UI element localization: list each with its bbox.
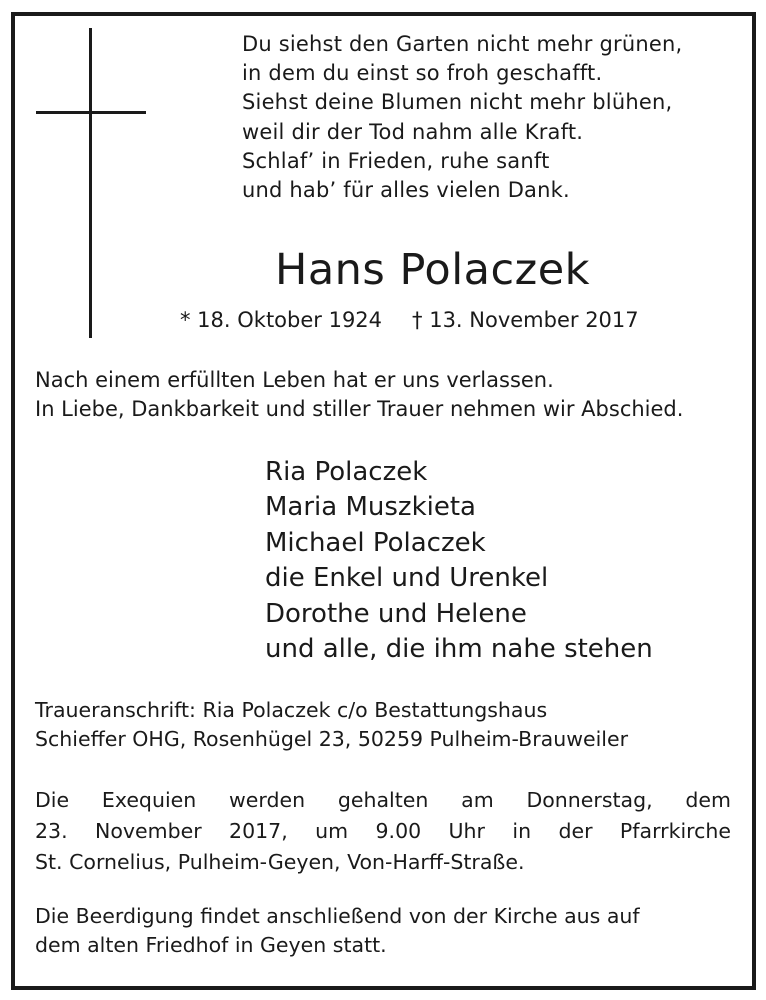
poem-line: Schlaf’ in Frieden, ruhe sanft (242, 148, 550, 173)
poem-line: weil dir der Tod nahm alle Kraft. (242, 119, 584, 144)
mourner: Dorothe und Helene (265, 598, 527, 629)
poem-line: Siehst deine Blumen nicht mehr blühen, (242, 90, 673, 115)
intro-line: In Liebe, Dankbarkeit und stiller Trauer nehmen wir Abschied. (35, 396, 684, 421)
poem-line: in dem du einst so froh geschafft. (242, 61, 603, 86)
mourner: die Enkel und Urenkel (265, 563, 549, 594)
funeral-line: Die Beerdigung findet anschließend von der Kirche aus auf (35, 904, 640, 928)
birth-date: * 18. Oktober 1924 (180, 308, 383, 332)
exequien-line: Die Exequien werden gehalten am Donnerstag, dem (35, 788, 731, 812)
exequien-line: St. Cornelius, Pulheim-Geyen, Von-Harff-Straße. (35, 850, 525, 874)
exequien-line: 23. November 2017, um 9.00 Uhr in der Pfarrkirche (35, 819, 731, 843)
mourner: und alle, die ihm nahe stehen (265, 634, 653, 665)
poem (242, 30, 682, 205)
exequien-info (35, 785, 731, 878)
poem-line: Du siehst den Garten nicht mehr grünen, (242, 32, 683, 56)
deceased-name: Hans Polaczek (275, 245, 591, 295)
funeral-line: dem alten Friedhof in Geyen statt. (35, 933, 387, 957)
intro-line: Nach einem erfüllten Leben hat er uns verlassen. (35, 368, 554, 392)
life-dates (180, 305, 639, 335)
mourning-address (35, 696, 628, 753)
cross-icon-vertical (89, 28, 92, 338)
intro-text (35, 366, 683, 423)
mourners-list (265, 455, 653, 667)
death-date: † 13. November 2017 (412, 308, 639, 332)
cross-icon-horizontal (36, 111, 146, 114)
address-line: Traueranschrift: Ria Polaczek c/o Bestattungshaus (35, 698, 548, 722)
mourner: Maria Muszkieta (265, 492, 476, 523)
poem-line: und hab’ für alles vielen Dank. (242, 178, 570, 203)
funeral-info (35, 902, 731, 960)
mourner: Michael Polaczek (265, 527, 486, 558)
address-line: Schieffer OHG, Rosenhügel 23, 50259 Pulheim-Brauweiler (35, 726, 629, 751)
mourner: Ria Polaczek (265, 457, 428, 487)
